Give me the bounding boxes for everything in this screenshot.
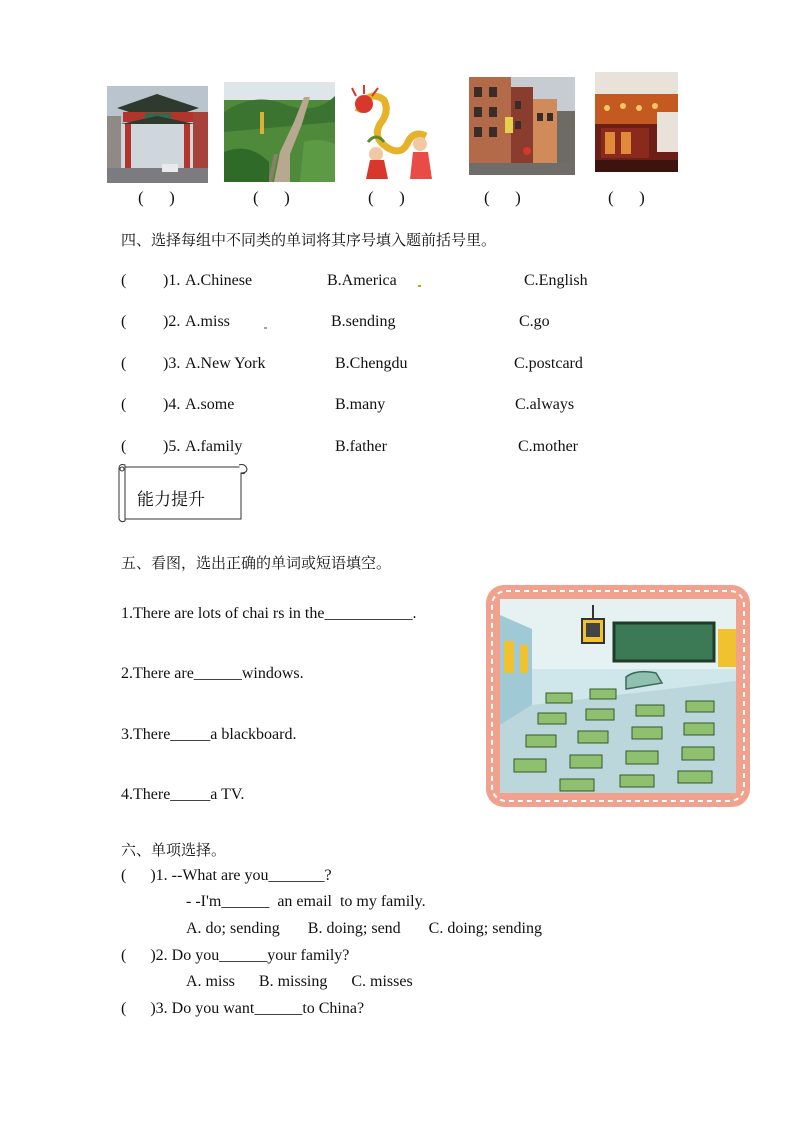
section5-item-1: 1.There are lots of chai rs in the___________.	[121, 605, 417, 622]
option-c: C.go	[519, 313, 550, 330]
classroom-illustration	[486, 585, 750, 807]
ability-banner-label: 能力提升	[137, 490, 205, 510]
item-paren: (	[121, 313, 127, 330]
item-number: )5.	[163, 438, 181, 455]
item-paren: (	[121, 396, 127, 413]
option-a: A.miss	[185, 313, 230, 330]
option-b: B.America	[327, 272, 397, 289]
item-number: )4.	[163, 396, 181, 413]
option-a: A.family	[185, 438, 243, 455]
option-a: A.New York	[185, 355, 266, 372]
item-paren: (	[121, 272, 127, 289]
section4-title: 四、选择每组中不同类的单词将其序号填入题前括号里。	[121, 231, 497, 249]
section6-title: 六、单项选择。	[121, 841, 227, 859]
section6-q2-options: A. miss B. missing C. misses	[186, 973, 413, 990]
item-paren: (	[121, 355, 127, 372]
section6-q3: ( )3. Do you want______to China?	[121, 1000, 365, 1017]
picture-4-answer-paren: ( )	[484, 188, 521, 207]
section5-title: 五、看图，选出正确的单词或短语填空。	[121, 554, 392, 572]
section5-item-4: 4.There_____a TV.	[121, 786, 245, 803]
item-number: )2.	[163, 313, 181, 330]
stray-dot	[264, 327, 267, 329]
picture-2-answer-paren: ( )	[253, 188, 290, 207]
option-b: B.many	[335, 396, 386, 413]
section6-q1-response: - -I'm______ an email to my family.	[186, 893, 426, 910]
chinese-restaurant-photo	[595, 72, 678, 172]
option-c: C.always	[515, 396, 575, 413]
option-c: C.mother	[518, 438, 578, 455]
option-b: B.father	[335, 438, 387, 455]
picture-3-answer-paren: ( )	[368, 188, 405, 207]
option-b: B.sending	[331, 313, 396, 330]
ability-scroll-banner	[117, 463, 249, 520]
option-a: A.some	[185, 396, 235, 413]
section6-q1: ( )1. --What are you_______?	[121, 867, 332, 884]
option-a: A.Chinese	[185, 272, 253, 289]
dragon-dance-illustration	[350, 82, 436, 179]
stray-dot	[418, 285, 421, 287]
great-wall-photo	[224, 82, 335, 182]
item-number: )3.	[163, 355, 181, 372]
chinatown-street-photo	[469, 77, 575, 175]
section5-item-2: 2.There are______windows.	[121, 665, 304, 682]
option-c: C.English	[524, 272, 588, 289]
picture-5-answer-paren: ( )	[608, 188, 645, 207]
picture-1-answer-paren: ( )	[138, 188, 175, 207]
section5-item-3: 3.There_____a blackboard.	[121, 726, 297, 743]
item-number: )1.	[163, 272, 181, 289]
option-c: C.postcard	[514, 355, 583, 372]
option-b: B.Chengdu	[335, 355, 408, 372]
paifang-gate-photo	[107, 86, 208, 183]
section6-q1-options: A. do; sending B. doing; send C. doing; sending	[186, 920, 542, 937]
item-paren: (	[121, 438, 127, 455]
section6-q2: ( )2. Do you______your family?	[121, 947, 350, 964]
